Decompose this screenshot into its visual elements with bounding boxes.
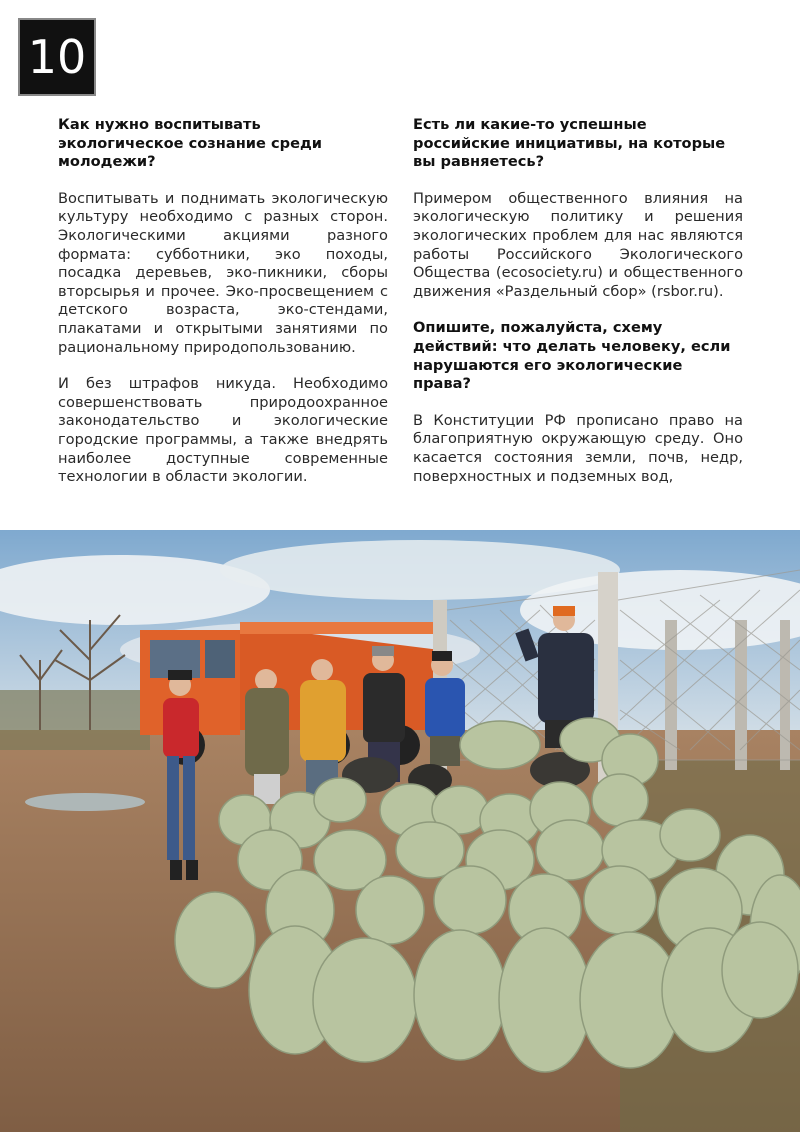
puddle xyxy=(25,793,145,811)
cleanup-photo xyxy=(0,530,800,1132)
answer-paragraph: Воспитывать и поднимать экологическую культуру необходимо с разных сторон. Экологическими акциями разного формата: субботники, эко походы, посадка деревьев, эко-пикники, сборы вторсырья и прочее. Эко-просвещением с детского возраста, эко-стендами, плакатами и открытыми занятиями по рациональному природопользованию. xyxy=(58,189,388,356)
question-heading: Опишите, пожалуйста, схему действий: что делать человеку, если нарушаются его экологические права? xyxy=(413,319,731,393)
question-heading: Есть ли какие-то успешные российские инициативы, на которые вы равняетесь? xyxy=(413,116,726,171)
left-column xyxy=(58,116,388,505)
cleanup-photo-illustration xyxy=(0,530,800,1132)
answer-paragraph: И без штрафов никуда. Необходимо совершенствовать природоохранное законодательство и экологические городские программы, а также внедрять наиболее доступные современные технологии в области экологии. xyxy=(58,375,388,486)
question-heading: Как нужно воспитывать экологическое сознание среди молодежи? xyxy=(58,116,323,171)
answer-paragraph: В Конституции РФ прописано право на благоприятную окружающую среду. Оно касается состояния земли, почв, недр, поверхностных и подземных вод, xyxy=(413,411,743,485)
page-number: 10 xyxy=(18,18,96,96)
answer-paragraph: Примером общественного влияния на экологическую политику и решения экологических проблем для нас являются работы Российского Экологического Общества (ecosociety.ru) и общественного движения «Раздельный сбор» (rsbor.ru). xyxy=(413,189,743,300)
right-column xyxy=(413,116,743,504)
